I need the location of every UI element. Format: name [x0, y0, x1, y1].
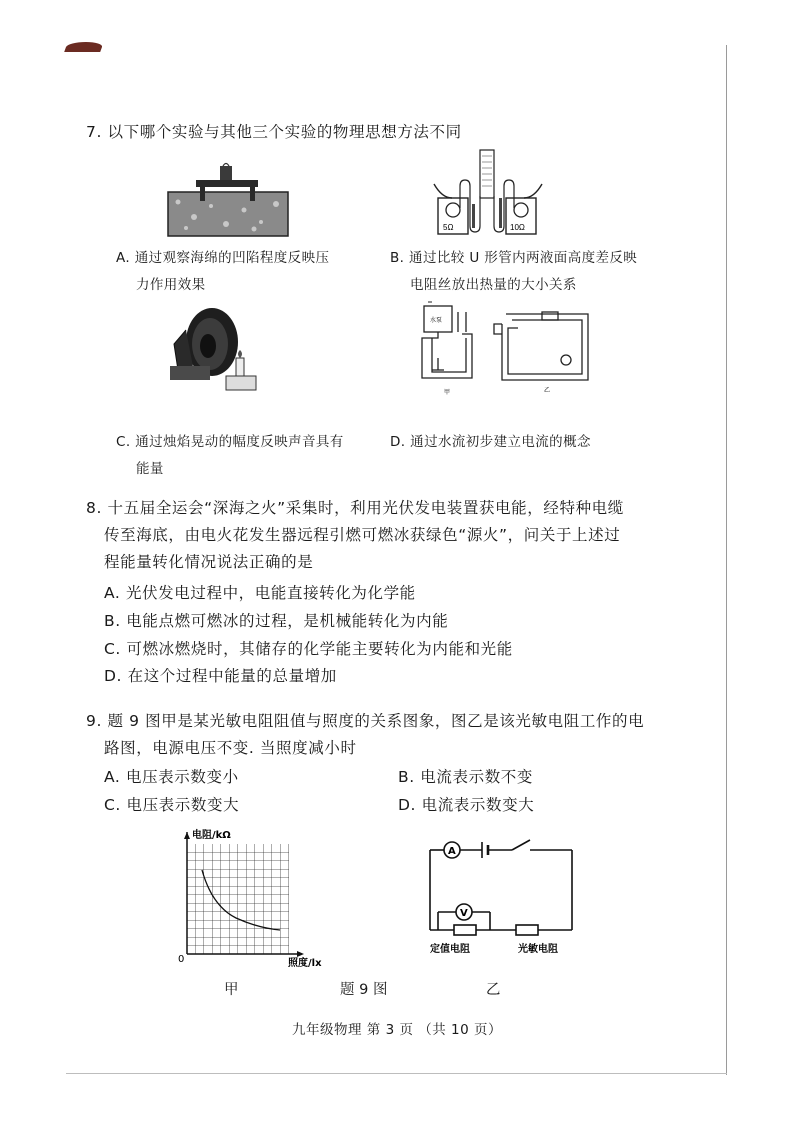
q7-fig-d-label-jia: 甲 — [444, 389, 451, 396]
page-edge-bottom — [66, 1073, 727, 1074]
q8-stem-line1: 8. 十五届全运会“深海之火”采集时，利用光伏发电装置获电能，经特种电缆 — [86, 499, 624, 517]
q9-option-b: B. 电流表示数不变 — [398, 768, 533, 786]
q8-option-b: B. 电能点燃可燃冰的过程，是机械能转化为内能 — [104, 612, 449, 630]
page-footer: 九年级物理 第 3 页 （共 10 页） — [291, 1022, 502, 1038]
q9-stem-line1: 9. 题 9 图甲是某光敏电阻阻值与照度的关系图象，图乙是该光敏电阻工作的电 — [86, 712, 645, 730]
q7-option-a-line2: 力作用效果 — [136, 277, 206, 293]
q7-fig-d-pump-label: 水泵 — [430, 317, 443, 324]
q8-option-a: A. 光伏发电过程中，电能直接转化为化学能 — [104, 584, 416, 602]
q7-fig-b-label-5ohm: 5Ω — [443, 223, 454, 232]
q7-figure-c-speaker-candle — [164, 300, 264, 395]
q9-photoresistor-label: 光敏电阻 — [518, 944, 558, 955]
q9-caption-jia: 甲 — [224, 982, 239, 998]
q9-fixed-resistor-label: 定值电阻 — [430, 944, 470, 955]
q9-voltmeter-symbol: V — [460, 908, 468, 919]
q8-stem-line2: 传至海底，由电火花发生器远程引燃可燃冰获绿色“源火”，问关于上述过 — [104, 526, 621, 544]
q7-option-d: D. 通过水流初步建立电流的概念 — [390, 434, 591, 450]
q9-ammeter-symbol: A — [448, 846, 456, 857]
q8-option-d: D. 在这个过程中能量的总量增加 — [104, 667, 337, 685]
q9-figure-caption: 题 9 图 — [340, 982, 388, 998]
q9-circuit-yi — [418, 836, 582, 958]
q9-option-a: A. 电压表示数变小 — [104, 768, 239, 786]
corner-mark — [64, 42, 104, 52]
q9-graph-ylabel: 电阻/kΩ — [192, 830, 231, 841]
q8-option-c: C. 可燃冰燃烧时，其储存的化学能主要转化为内能和光能 — [104, 640, 513, 658]
q7-option-b-line1: B. 通过比较 U 形管内两液面高度差反映 — [390, 250, 638, 266]
q7-stem: 7. 以下哪个实验与其他三个实验的物理思想方法不同 — [86, 123, 462, 141]
q9-option-c: C. 电压表示数变大 — [104, 796, 240, 814]
q9-graph-xlabel: 照度/lx — [288, 958, 322, 969]
q7-option-b-line2: 电阻丝放出热量的大小关系 — [410, 277, 577, 293]
q8-stem-line3: 程能量转化情况说法正确的是 — [104, 553, 314, 571]
q7-figure-b-u-tube — [430, 148, 546, 238]
q7-option-a-line1: A. 通过观察海绵的凹陷程度反映压 — [116, 250, 330, 266]
q7-fig-d-label-yi: 乙 — [544, 387, 551, 394]
q7-figure-d-water-flow — [410, 298, 606, 396]
q7-fig-b-label-10ohm: 10Ω — [510, 223, 525, 232]
q7-option-c-line2: 能量 — [136, 461, 164, 477]
q9-caption-yi: 乙 — [486, 982, 501, 998]
q9-stem-line2: 路图，电源电压不变. 当照度减小时 — [104, 739, 357, 757]
q7-option-c-line1: C. 通过烛焰晃动的幅度反映声音具有 — [116, 434, 344, 450]
q9-graph-jia — [178, 826, 338, 972]
q7-figure-a-sponge — [166, 162, 290, 238]
page-edge-right — [726, 45, 727, 1075]
q9-graph-origin: 0 — [178, 954, 185, 965]
q9-option-d: D. 电流表示数变大 — [398, 796, 535, 814]
